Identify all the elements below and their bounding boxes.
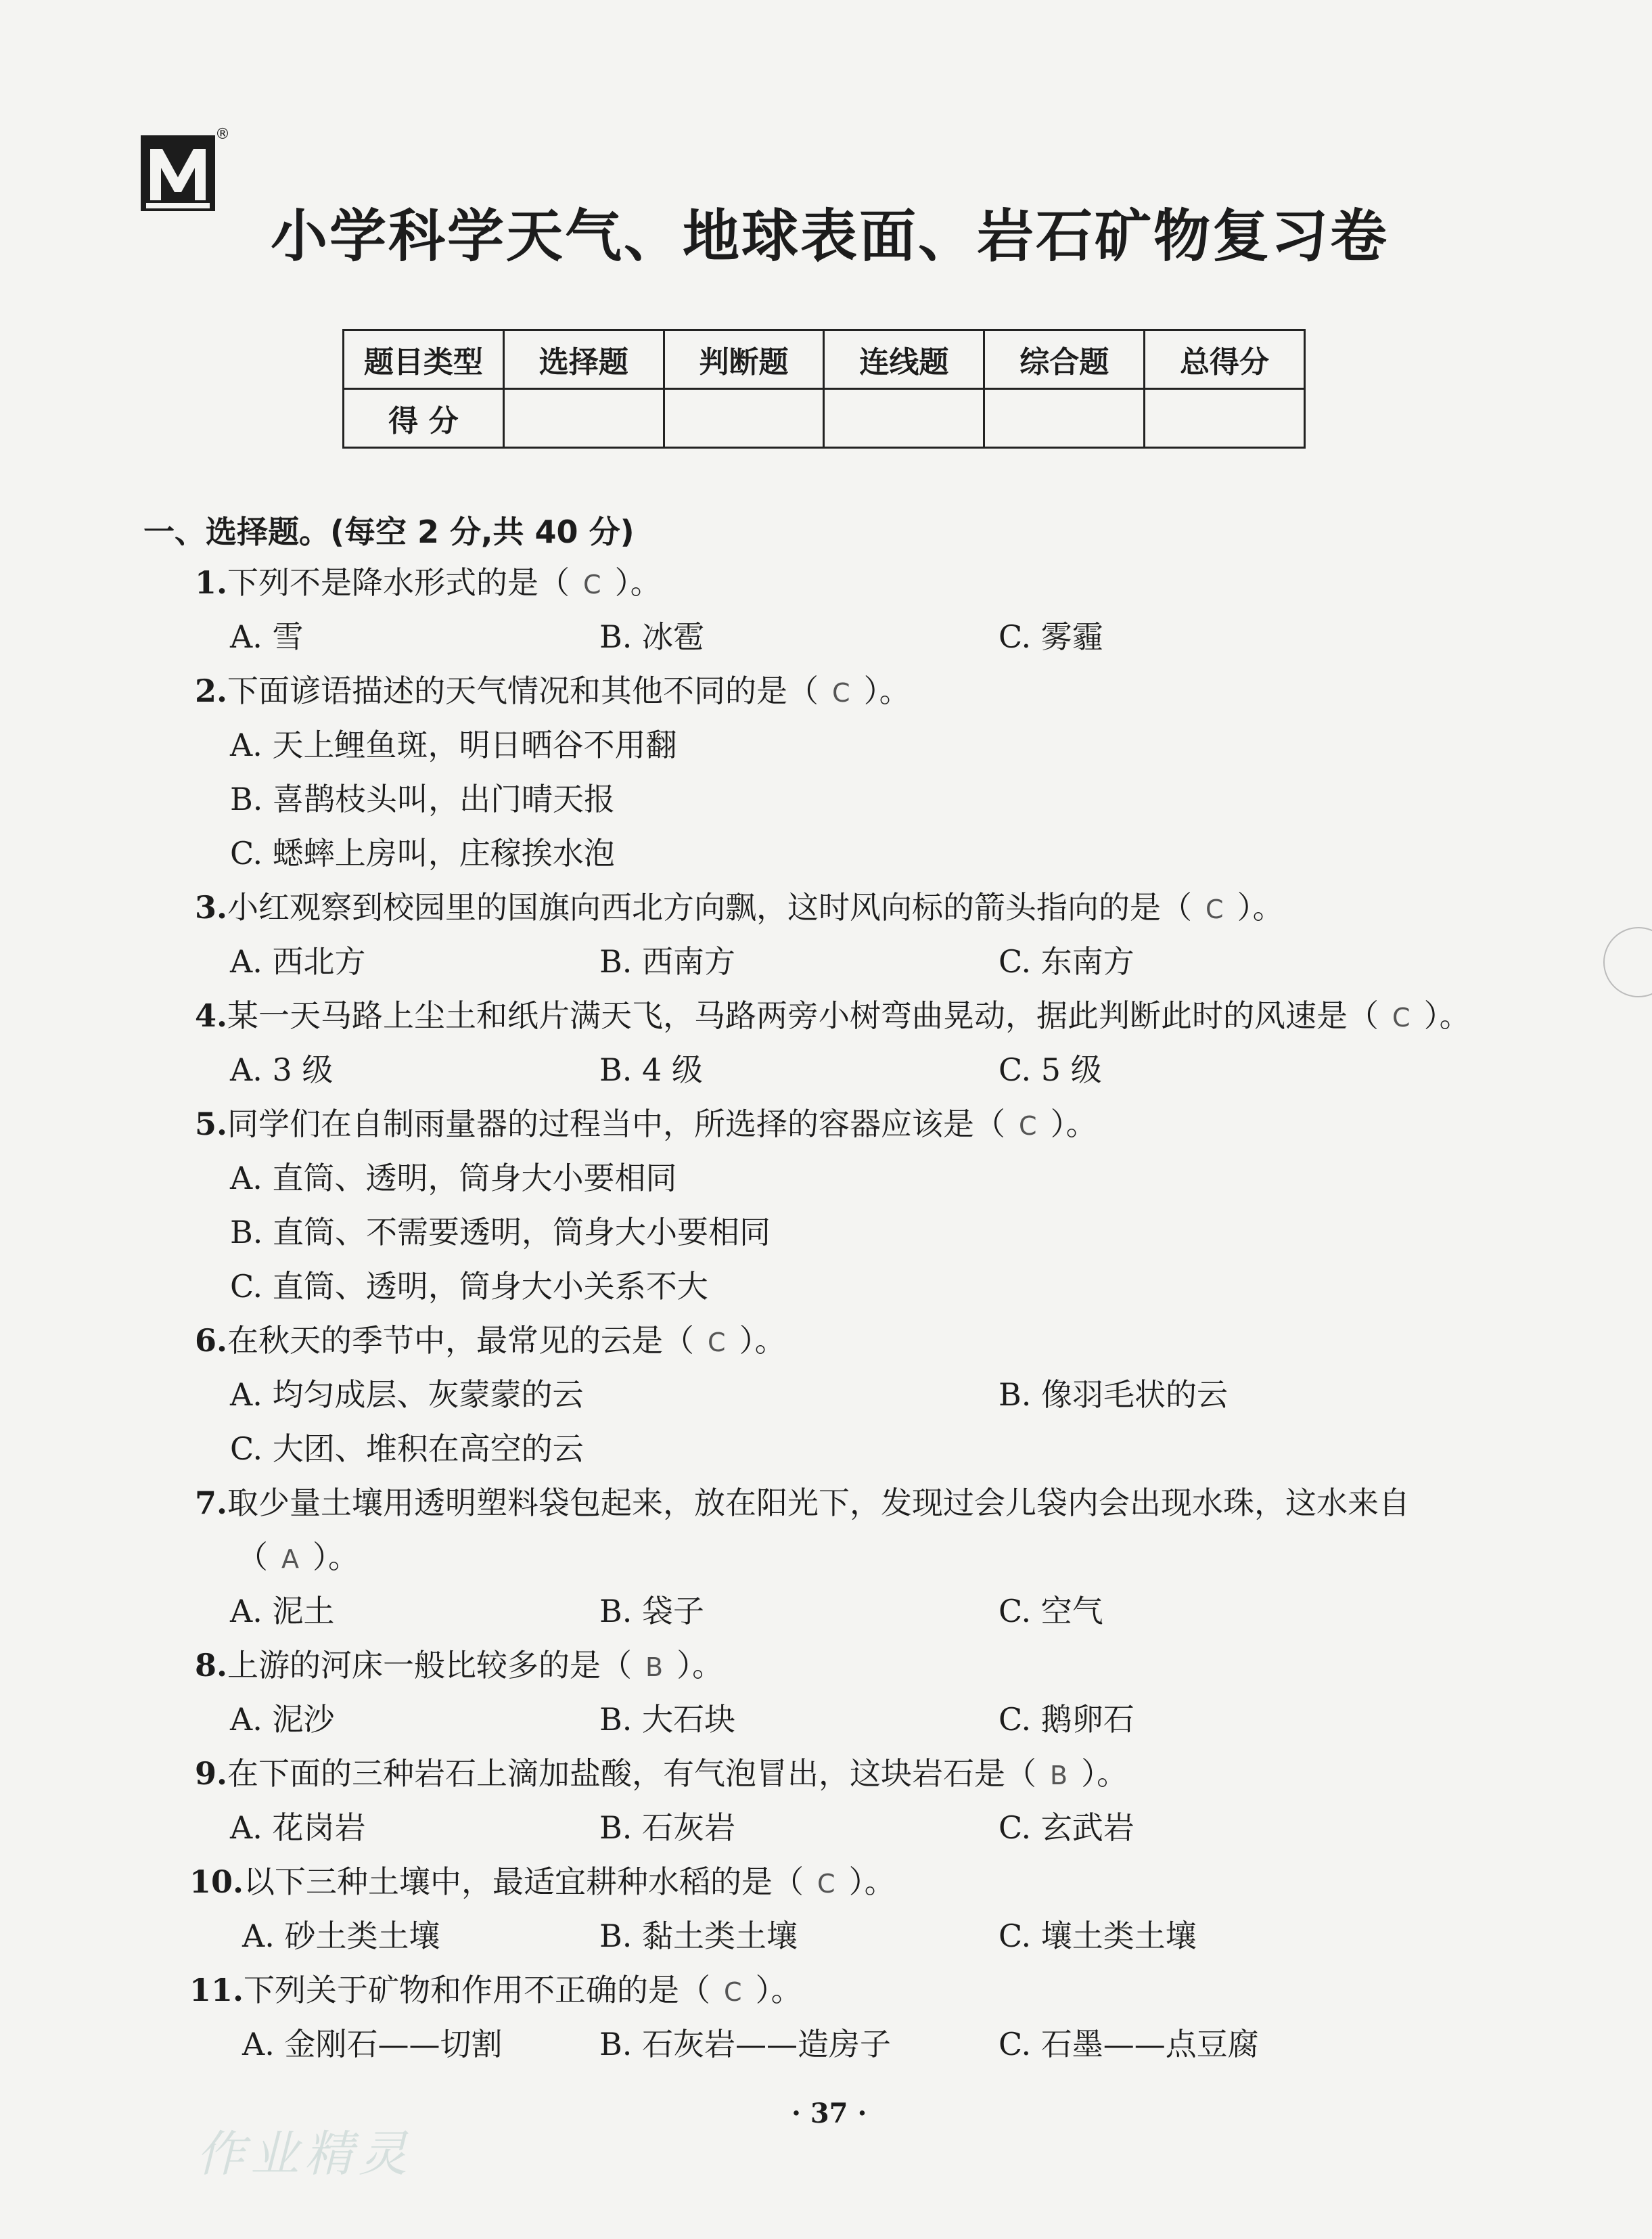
score-header-cell: 总得分: [1145, 330, 1305, 389]
option: A. 均匀成层、灰蒙蒙的云: [230, 1376, 584, 1413]
score-table: [342, 329, 1306, 449]
option: A. 泥土: [230, 1593, 335, 1629]
question-9: [195, 1755, 1128, 1792]
question-end: ）。: [848, 1863, 896, 1900]
option: A. 泥沙: [230, 1701, 335, 1738]
question-stem: 在下面的三种岩石上滴加盐酸，有气泡冒出，这块岩石是（: [227, 1755, 1037, 1792]
question-end: ）。: [863, 673, 911, 709]
option: B. 大石块: [599, 1701, 736, 1738]
option: B. 黏土类土壤: [599, 1918, 798, 1954]
score-header-cell: 综合题: [984, 330, 1145, 389]
question-stem: 下面谚语描述的天气情况和其他不同的是（: [227, 673, 819, 709]
option: B. 喜鹊枝头叫，出门晴天报: [230, 781, 616, 817]
question-number: 4.: [195, 997, 228, 1034]
question-7-continuation: [237, 1541, 359, 1573]
option: C. 鹅卵石: [999, 1701, 1134, 1738]
question-number: 10.: [189, 1863, 244, 1900]
question-number: 1.: [195, 564, 228, 601]
question-end: ）。: [755, 1972, 802, 2008]
answer-mark: A: [281, 1544, 299, 1574]
watermark: 作业精灵: [196, 2125, 413, 2182]
option: A. 雪: [230, 618, 304, 655]
margin-seal: [1603, 927, 1652, 997]
score-cell[interactable]: [1145, 389, 1305, 448]
question-stem: 在秋天的季节中，最常见的云是（: [227, 1322, 695, 1359]
question-stem: 下列关于矿物和作用不正确的是（: [244, 1972, 711, 2008]
score-header-cell: 连线题: [824, 330, 984, 389]
question-stem: 上游的河床一般比较多的是（: [227, 1647, 633, 1683]
question-stem: 某一天马路上尘土和纸片满天飞，马路两旁小树弯曲晃动，据此判断此时的风速是（: [227, 997, 1379, 1034]
question-number: 9.: [195, 1755, 228, 1792]
score-cell[interactable]: [984, 389, 1145, 448]
page-number: · 37 ·: [791, 2098, 867, 2129]
option: A. 直筒、透明，筒身大小要相同: [230, 1160, 677, 1196]
section-heading: 一、选择题。(每空 2 分,共 40 分): [143, 514, 635, 550]
answer-mark: C: [832, 678, 850, 708]
option: A. 花岗岩: [230, 1809, 366, 1846]
option: C. 直筒、透明，筒身大小关系不大: [230, 1268, 708, 1305]
question-stem: 小红观察到校园里的国旗向西北方向飘，这时风向标的箭头指向的是（: [227, 889, 1193, 926]
question-end: ）。: [1423, 997, 1471, 1034]
question-8: [195, 1647, 724, 1683]
option: C. 5 级: [999, 1051, 1102, 1088]
score-row-label: 得 分: [344, 389, 504, 448]
question-end: ）。: [676, 1647, 724, 1683]
option: A. 砂土类土壤: [242, 1918, 440, 1954]
question-end: ）。: [614, 564, 662, 601]
answer-mark: B: [1050, 1761, 1068, 1790]
option: B. 4 级: [599, 1051, 703, 1088]
question-number: 6.: [195, 1322, 228, 1359]
option: C. 东南方: [999, 943, 1134, 980]
question-stem: 取少量土壤用透明塑料袋包起来，放在阳光下，发现过会儿袋内会出现水珠，这水来自: [227, 1485, 1410, 1521]
publisher-logo: [141, 135, 215, 211]
option: C. 雾霾: [999, 618, 1103, 655]
option: A. 天上鲤鱼斑，明日晒谷不用翻: [230, 727, 677, 763]
answer-mark: C: [817, 1869, 835, 1899]
question-10: [189, 1863, 896, 1900]
question-2: [195, 673, 911, 709]
question-end: ）。: [313, 1539, 359, 1575]
option: B. 冰雹: [599, 618, 705, 655]
option: B. 石灰岩——造房子: [599, 2026, 892, 2062]
registered-mark: ®: [215, 126, 230, 143]
question-number: 7.: [195, 1485, 228, 1521]
answer-mark: C: [1206, 895, 1224, 924]
option: B. 像羽毛状的云: [999, 1376, 1229, 1413]
question-5: [195, 1106, 1097, 1142]
answer-mark: C: [724, 1977, 742, 2007]
score-table-header-row: [344, 330, 1305, 389]
score-header-cell: 题目类型: [344, 330, 504, 389]
option: C. 蟋蟀上房叫，庄稼挨水泡: [230, 835, 615, 872]
answer-mark: B: [645, 1652, 664, 1682]
option: B. 直筒、不需要透明，筒身大小要相同: [230, 1214, 771, 1250]
question-4: [195, 997, 1471, 1034]
answer-mark: C: [708, 1328, 726, 1357]
option: C. 壤土类土壤: [999, 1918, 1197, 1954]
option: C. 大团、堆积在高空的云: [230, 1430, 584, 1467]
option: C. 石墨——点豆腐: [999, 2026, 1259, 2062]
answer-mark: C: [583, 570, 601, 600]
question-3: [195, 889, 1284, 926]
option: B. 石灰岩: [599, 1809, 736, 1846]
question-stem: 以下三种土壤中，最适宜耕种水稻的是（: [244, 1863, 804, 1900]
question-end: ）。: [1050, 1106, 1097, 1142]
question-end: ）。: [1081, 1755, 1128, 1792]
option: C. 空气: [999, 1593, 1103, 1629]
option: A. 金刚石——切割: [242, 2026, 503, 2062]
question-end: ）。: [739, 1322, 786, 1359]
question-open: （: [237, 1539, 268, 1575]
answer-mark: C: [1019, 1111, 1037, 1141]
score-header-cell: 选择题: [503, 330, 664, 389]
score-cell[interactable]: [664, 389, 824, 448]
question-number: 5.: [195, 1106, 228, 1142]
question-number: 11.: [189, 1972, 244, 2008]
score-table-score-row: [344, 389, 1305, 448]
page-title: 小学科学天气、地球表面、岩石矿物复习卷: [271, 202, 1390, 269]
question-number: 3.: [195, 889, 228, 926]
question-7: [195, 1485, 1410, 1521]
question-number: 8.: [195, 1647, 228, 1683]
score-cell[interactable]: [824, 389, 984, 448]
question-number: 2.: [195, 673, 228, 709]
question-end: ）。: [1237, 889, 1284, 926]
answer-mark: C: [1392, 1003, 1410, 1033]
question-1: [195, 564, 662, 601]
question-stem: 同学们在自制雨量器的过程当中，所选择的容器应该是（: [227, 1106, 1006, 1142]
option: B. 袋子: [599, 1593, 705, 1629]
option: A. 3 级: [230, 1051, 334, 1088]
score-header-cell: 判断题: [664, 330, 824, 389]
option: A. 西北方: [230, 943, 366, 980]
score-cell[interactable]: [503, 389, 664, 448]
question-6: [195, 1322, 786, 1359]
option: C. 玄武岩: [999, 1809, 1134, 1846]
question-stem: 下列不是降水形式的是（: [227, 564, 570, 601]
question-11: [189, 1974, 802, 2006]
option: B. 西南方: [599, 943, 736, 980]
